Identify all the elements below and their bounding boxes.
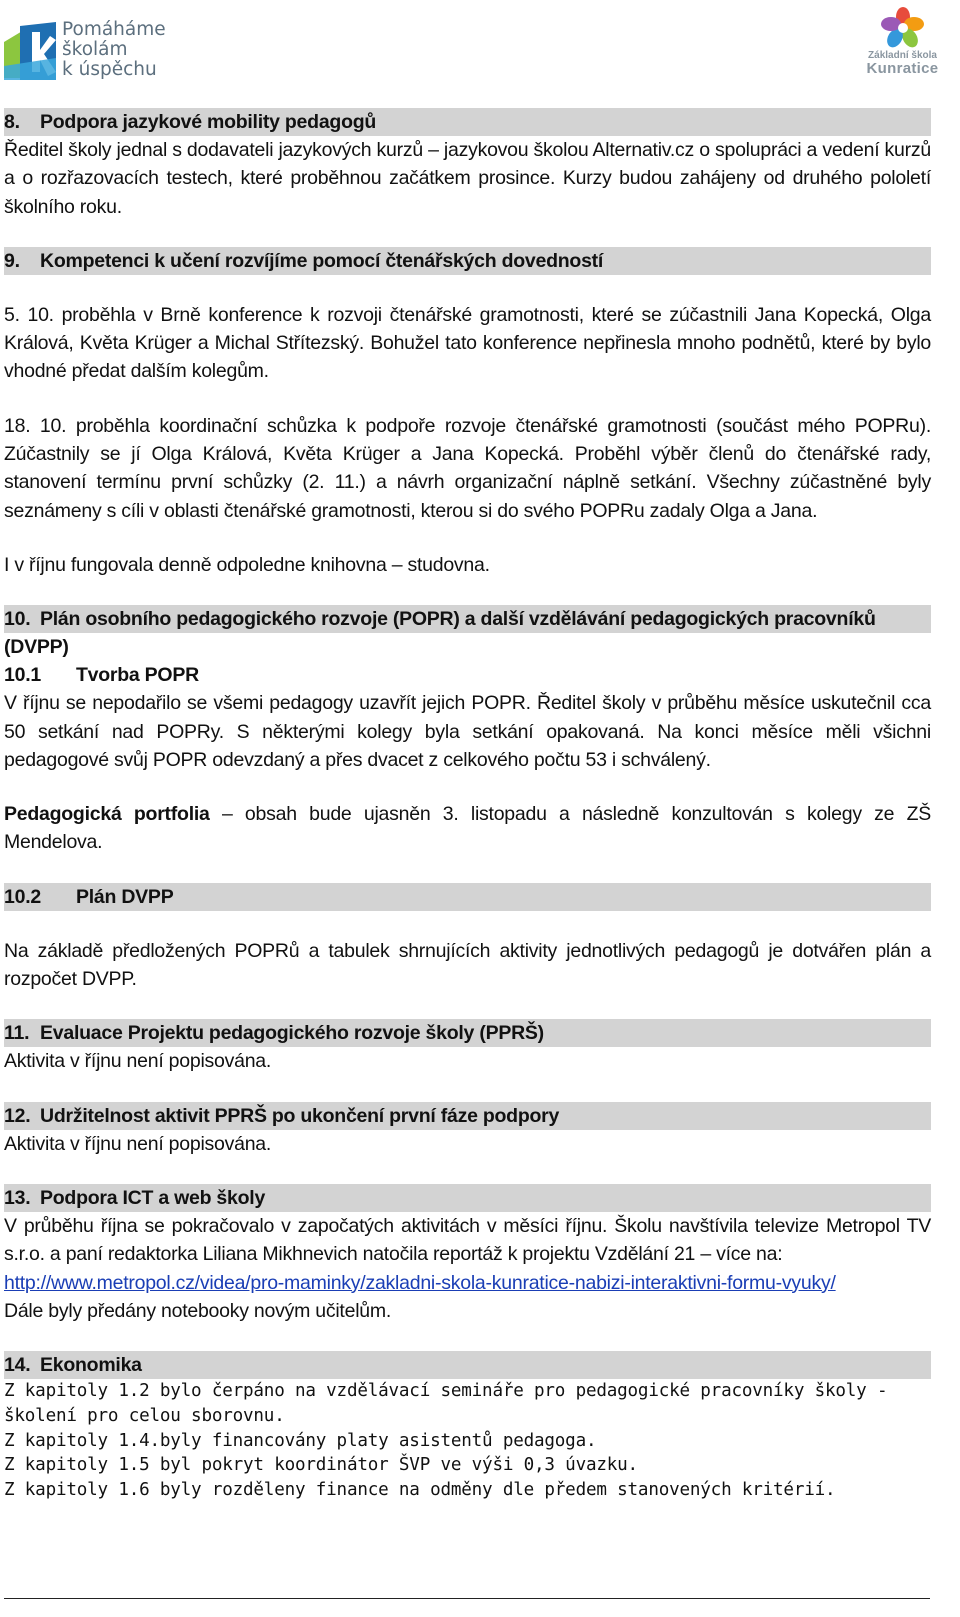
section-number: 14. [4, 1354, 31, 1377]
portfolio-text: – obsah bude ujasněn 3. listopadu a následně konzultován s kolegy ze ZŠ Mendelova. [4, 803, 932, 854]
section-title: Kompetenci k učení rozvíjíme pomocí čtenářských dovedností [40, 249, 604, 272]
economy-line: Z kapitoly 1.6 byly rozděleny finance na odměny dle předem stanovených kritérií. [4, 1479, 836, 1500]
section-10-heading-cont: (DVPP) [4, 633, 931, 661]
project-logo-mark [2, 22, 58, 80]
subsection-title: Tvorba POPR [76, 664, 199, 687]
section-13-after: Dále byly předány notebooky novým učitelům. [4, 1299, 392, 1322]
section-9-heading [4, 247, 931, 275]
section-12-heading [4, 1102, 931, 1130]
section-8-text: Ředitel školy jednal s dodavateli jazykových kurzů – jazykovou školou Alternativ.cz o spolupráci a vedení kurzů a o rozřazovacích testech, které proběhnou začátkem prosince. Kurzy budou zahájeny od druhého pololetí školního roku. [4, 139, 931, 218]
metropol-video-link[interactable]: http://www.metropol.cz/videa/pro-maminky/zakladni-skola-kunratice-nabizi-interaktivni-formu-vyuky/ [4, 1271, 836, 1294]
section-title: Evaluace Projektu pedagogického rozvoje školy (PPRŠ) [40, 1022, 544, 1045]
project-logo [2, 20, 172, 84]
section-13-heading [4, 1184, 931, 1212]
logo-line-3: k úspěchu [62, 59, 157, 80]
section-title: Podpora jazykové mobility pedagogů [40, 111, 377, 133]
economy-line: školení pro celou sborovnu. [4, 1405, 285, 1426]
page-header [0, 0, 960, 100]
subsection-10-1-heading [4, 661, 931, 689]
section-number: 12. [4, 1104, 31, 1127]
section-number: 10. [4, 608, 31, 631]
section-14-heading [4, 1351, 931, 1379]
flower-icon [880, 6, 926, 50]
section-10-heading [4, 605, 931, 633]
economy-line: Z kapitoly 1.5 byl pokryt koordinátor ŠVP ve výši 0,3 úvazku. [4, 1455, 638, 1476]
subsection-10-1-text: V říjnu se nepodařilo se všemi pedagogy uzavřít jejich POPR. Ředitel školy v průběhu měsíce uskutečnil cca 50 setkání nad POPRy. S některými kolegy byla setkání opakovaná. Na konci měsíce měli všichni pedagogové svůj POPR odevzdaný a přes dvacet z celkového počtu 53 i schválený. [4, 692, 931, 771]
section-11-heading [4, 1019, 931, 1047]
footer-rule [4, 1598, 930, 1599]
section-title: Podpora ICT a web školy [40, 1186, 266, 1209]
section-9-paragraph-2: 18. 10. proběhla koordinační schůzka k podpoře rozvoje čtenářské gramotnosti (součást mého POPRu). Zúčastnily se jí Olga Králová, Květa Krüger a Jana Kopecká. Proběhl výběr členů do čtenářské rady, stanovení termínu první schůzky (2. 11.) a návrh organizační náplně setkání. Všechny zúčastněné byly seznámeny s cíli v oblasti čtenářské gramotnosti, kterou si do svého POPRu zadaly Olga a Jana. [4, 414, 931, 522]
project-logo-text [62, 20, 166, 80]
section-title: Ekonomika [40, 1354, 142, 1377]
report-body [4, 108, 931, 1503]
subsection-title: Plán DVPP [76, 885, 174, 908]
section-number: 13. [4, 1186, 31, 1209]
school-logo-label: Základní škola [868, 50, 937, 61]
section-11-text: Aktivita v říjnu není popisována. [4, 1050, 272, 1073]
section-12-text: Aktivita v říjnu není popisována. [4, 1132, 272, 1155]
section-number: 8. [4, 111, 20, 133]
section-9-paragraph-3: I v říjnu fungovala denně odpoledne knihovna – studovna. [4, 553, 490, 576]
section-number: 11. [4, 1022, 30, 1045]
metropol-link-line [4, 1269, 931, 1297]
subsection-number: 10.2 [4, 885, 41, 908]
section-title: Plán osobního pedagogického rozvoje (POPR) a další vzdělávání pedagogických pracovníků [40, 608, 876, 631]
section-9-paragraph-1: 5. 10. proběhla v Brně konference k rozvoji čtenářské gramotnosti, které se zúčastnili Jana Kopecká, Olga Králová, Květa Krüger a Michal Střítezský. Bohužel tato konference nepřinesla mnoho podnětů, které by bylo vhodné předat dalším kolegům. [4, 303, 931, 383]
section-13-text: V průběhu října se pokračovalo v započatých aktivitách v měsíci říjnu. Školu navštívila televize Metropol TV s.r.o. a paní redaktorka Liliana Mikhnevich natočila reportáž k projektu Vzdělání 21 – více na: [4, 1214, 931, 1266]
economy-line: Z kapitoly 1.4.byly financovány platy asistentů pedagoga. [4, 1430, 597, 1451]
school-logo-name: Kunratice [866, 60, 939, 77]
portfolio-paragraph [4, 800, 931, 857]
section-title: Udržitelnost aktivit PPRŠ po ukončení první fáze podpory [40, 1104, 560, 1127]
section-8-heading [4, 108, 931, 136]
economy-line: Z kapitoly 1.2 bylo čerpáno na vzdělávací semináře pro pedagogické pracovníky školy - [4, 1381, 888, 1402]
logo-line-2: školám [62, 39, 128, 60]
subsection-10-2-text: Na základě předložených POPRů a tabulek shrnujících aktivity jednotlivých pedagogů je dotvářen plán a rozpočet DVPP. [4, 939, 931, 991]
portfolio-term: Pedagogická portfolia [4, 803, 210, 826]
school-logo [850, 6, 955, 86]
section-number: 9. [4, 249, 20, 272]
subsection-10-2-heading [4, 883, 931, 911]
subsection-number: 10.1 [4, 664, 41, 687]
logo-line-1: Pomáháme [62, 19, 166, 40]
